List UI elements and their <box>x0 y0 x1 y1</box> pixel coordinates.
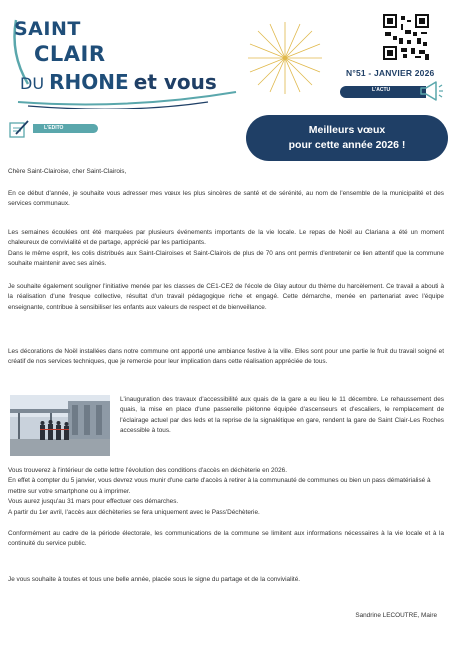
logo-saint: SAINT <box>14 18 81 40</box>
paragraph-wishes: En ce début d'année, je souhaite vous adresser mes vœux les plus sincères de santé et de sérénité, au nom de l'ensemble de la municipalité et des services communaux. <box>8 190 444 208</box>
edito-label: L'EDITO <box>44 125 64 131</box>
signature: Sandrine LECOUTRE, Maire <box>355 612 437 619</box>
edito-tab <box>33 124 98 133</box>
firework-icon <box>240 18 330 98</box>
paragraph-events-b: Dans le même esprit, les colis distribués aux Saint-Clairoises et Saint-Clairois de plus de 70 ans ont permis d'entretenir ce lien attentif que la commune souhaite maintenir avec ses aînés. <box>8 249 444 268</box>
banner-line-2: pour cette année 2026 ! <box>288 139 406 151</box>
paragraph-station: L'inauguration des travaux d'accessibilité aux quais de la gare a eu lieu le 11 décembre. Le rehaussement des quais, la mise en place d'une passerelle piétonne équipée d'ascenseurs et d'escaliers, le remplacement de l'éclairage actuel par des leds et la reprise de la signalétique en gare, rendent la gare de Saint Clair-Les Roches accessible à tous. <box>120 396 444 435</box>
greetings-banner <box>246 115 448 161</box>
logo-et-vous: et vous <box>133 70 217 94</box>
paragraph-recycling-d: A partir du 1er avril, l'accès aux déchèteries se fera uniquement avec le Pass'Déchèterie. <box>8 508 260 516</box>
logo-du: DU <box>20 74 45 93</box>
paragraph-decorations: Les décorations de Noël installées dans notre commune ont apporté une ambiance festive à la ville. Elles sont pour une partie le fruit du travail soigné et créatif de nos services techniques, que je remercie pour leur implication dans cette réalisation appréciée de tous. <box>8 348 444 366</box>
logo-du-rhone <box>20 70 217 94</box>
logo-rhone: RHONE <box>49 70 129 94</box>
paragraph-recycling-a: Vous trouverez à l'intérieur de cette lettre l'évolution des conditions d'accès en déchèterie en 2026. <box>8 467 287 474</box>
masthead-logo <box>8 14 248 104</box>
paragraph-recycling <box>8 466 444 518</box>
logo-clair: CLAIR <box>34 42 106 66</box>
banner-line-1: Meilleurs vœux <box>308 124 386 136</box>
paragraph-recycling-c: Vous aurez jusqu'au 31 mars pour effectuer ces démarches. <box>8 498 179 506</box>
paragraph-school: Je souhaite également souligner l'initiative menée par les classes de CE1-CE2 de l'école de Glay autour du thème du harcèlement. Ce travail a abouti à la réalisation d'une fresque collective, résultat d'un travail pédagogique riche et engagé. Cette démarche, menée en partenariat avec l'équipe enseignante, contribue à sensibiliser les enfants aux valeurs de respect et de bienveillance. <box>8 283 444 311</box>
station-inauguration-photo <box>10 395 110 456</box>
issue-number: N°51 - JANVIER 2026 <box>346 68 435 78</box>
greeting: Chère Saint-Clairoise, cher Saint-Clairois, <box>8 168 127 175</box>
qr-code-icon[interactable] <box>383 14 429 60</box>
actu-label: L'ACTU <box>372 87 391 93</box>
paragraph-electoral: Conformément au cadre de la période électorale, les communications de la commune se limitent aux informations nécessaires à la vie locale et à la continuité du service public. <box>8 530 444 548</box>
megaphone-icon <box>418 79 444 103</box>
paragraph-events <box>8 228 444 270</box>
paragraph-events-a: Les semaines écoulées ont été marquées par plusieurs événements importants de la vie locale. Le repas de Noël au Clariana a été un moment chaleureux de convivialité et de partage, apprécié par les participants. <box>8 229 444 247</box>
paragraph-recycling-b: En effet à compter du 5 janvier, vous devrez vous munir d'une carte d'accès à retirer à la communauté de communes ou bien un pass dématérialisé à mettre sur votre smartphone ou à imprimer. <box>8 477 431 495</box>
paragraph-closing: Je vous souhaite à toutes et tous une belle année, placée sous le signe du partage et de la convivialité. <box>8 576 301 583</box>
notepad-pen-icon <box>8 118 30 140</box>
